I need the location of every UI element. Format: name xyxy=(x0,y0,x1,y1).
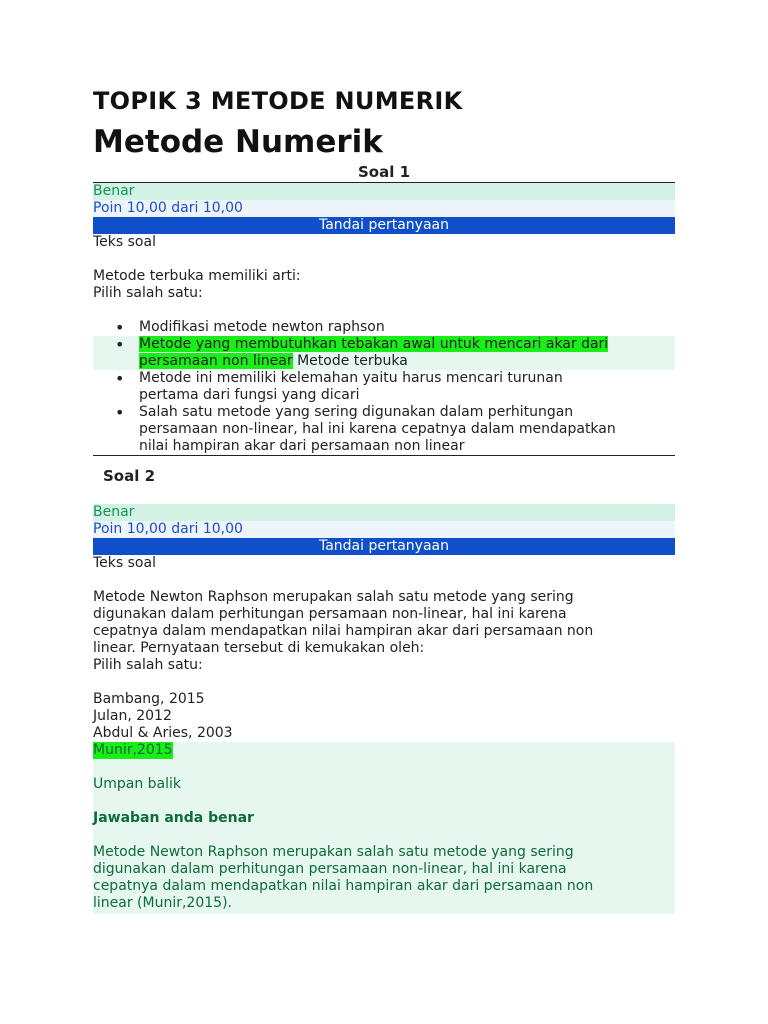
q2-question-line-2: digunakan dalam perhitungan persamaan non-linear, hal ini karena xyxy=(93,606,567,622)
q1-options-list xyxy=(93,319,675,455)
topic-title: TOPIK 3 METODE NUMERIK xyxy=(93,87,463,115)
q1-option-3-line-1: Metode ini memiliki kelemahan yaitu harus mencari turunan xyxy=(139,370,563,386)
q1-option-3[interactable] xyxy=(93,370,675,404)
q1-option-1-text: Modifikasi metode newton raphson xyxy=(139,319,385,335)
q1-option-3-line-2: pertama dari fungsi yang dicari xyxy=(139,387,360,403)
q1-option-4-line-1: Salah satu metode yang sering digunakan dalam perhitungan xyxy=(139,404,574,420)
q2-feedback-label: Umpan balik xyxy=(93,776,182,792)
q1-text-label: Teks soal xyxy=(93,234,156,250)
q2-answer-1[interactable]: Bambang, 2015 xyxy=(93,691,205,707)
q2-answer-4-text: Munir,2015 xyxy=(93,742,173,758)
q2-feedback-line-4: linear (Munir,2015). xyxy=(93,895,232,911)
q1-option-1[interactable] xyxy=(93,319,675,336)
q1-option-2-selected[interactable] xyxy=(93,336,675,370)
q2-feedback-line-3: cepatnya dalam mendapatkan nilai hampiran akar dari persamaan non xyxy=(93,878,594,894)
q1-flag-question-button[interactable]: Tandai pertanyaan xyxy=(93,217,675,234)
q2-question-line-4: linear. Pernyataan tersebut di kemukakan oleh: xyxy=(93,640,425,656)
q2-question-line-1: Metode Newton Raphson merupakan salah satu metode yang sering xyxy=(93,589,574,605)
q1-option-4-line-2: persamaan non-linear, hal ini karena cepatnya dalam mendapatkan xyxy=(139,421,616,437)
q1-option-2-highlight-line-1: Metode yang membutuhkan tebakan awal untuk mencari akar dari xyxy=(139,336,609,352)
q1-option-4-line-3: nilai hampiran akar dari persamaan non linear xyxy=(139,438,465,454)
q2-divider xyxy=(93,455,675,456)
q1-option-2-suffix: Metode terbuka xyxy=(292,353,408,369)
q2-feedback-result: Jawaban anda benar xyxy=(93,810,254,826)
q2-grade: Poin 10,00 dari 10,00 xyxy=(93,521,675,538)
q2-answer-2[interactable]: Julan, 2012 xyxy=(93,708,172,724)
document-title: Metode Numerik xyxy=(93,124,383,160)
q2-flag-question-button[interactable]: Tandai pertanyaan xyxy=(93,538,675,555)
q1-question-text: Metode terbuka memiliki arti: xyxy=(93,268,301,284)
q2-feedback-line-2: digunakan dalam perhitungan persamaan non-linear, hal ini karena xyxy=(93,861,567,877)
q2-question-line-3: cepatnya dalam mendapatkan nilai hampiran akar dari persamaan non xyxy=(93,623,594,639)
q2-status: Benar xyxy=(93,504,675,521)
q2-answer-4-selected[interactable] xyxy=(93,742,675,759)
q1-heading: Soal 1 xyxy=(357,163,411,181)
q2-text-label: Teks soal xyxy=(93,555,156,571)
q1-status: Benar xyxy=(93,183,675,200)
q1-option-2-highlight-line-2: persamaan non linear xyxy=(139,353,293,369)
q1-grade: Poin 10,00 dari 10,00 xyxy=(93,200,675,217)
q2-feedback-line-1: Metode Newton Raphson merupakan salah satu metode yang sering xyxy=(93,844,574,860)
q2-answer-3[interactable]: Abdul & Aries, 2003 xyxy=(93,725,233,741)
document-content xyxy=(93,84,675,914)
q1-prompt: Pilih salah satu: xyxy=(93,285,203,301)
q2-feedback-panel xyxy=(93,742,675,914)
q1-option-4[interactable] xyxy=(93,404,675,455)
q2-heading: Soal 2 xyxy=(103,467,156,485)
q2-prompt: Pilih salah satu: xyxy=(93,657,203,673)
